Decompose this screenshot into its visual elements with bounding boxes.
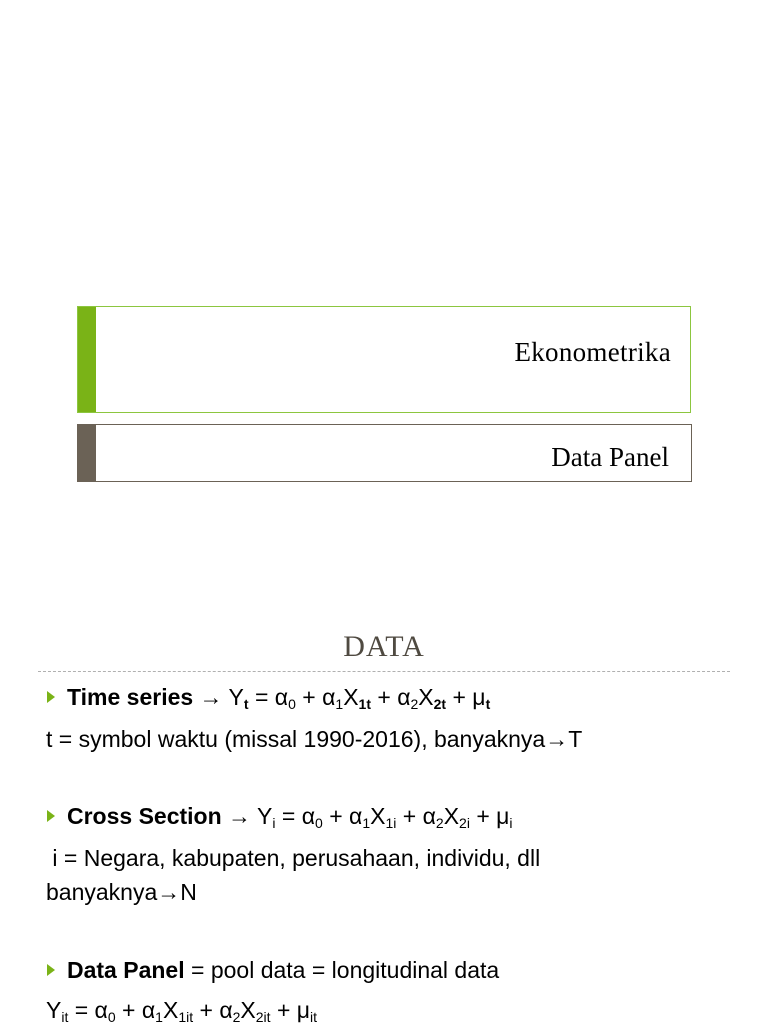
term-cross-section: Cross Section bbox=[67, 803, 222, 829]
formula-subscript: 1 bbox=[155, 1009, 163, 1025]
term-time-series: Time series bbox=[67, 684, 194, 710]
subtitle-accent-bar bbox=[78, 425, 96, 481]
formula-subscript: 2 bbox=[232, 1009, 241, 1025]
formula-subscript: it bbox=[61, 1009, 69, 1025]
formula-subscript: 2 bbox=[435, 815, 444, 831]
slide-heading: DATA bbox=[343, 630, 425, 663]
bullet-cross-section: Cross Section → $Y_i = \alpha_0 + \alpha_1X_{1i} + \alpha_2X_{2i} + \mu_i$ bbox=[47, 803, 513, 830]
formula-subscript: 0 bbox=[107, 1009, 116, 1025]
term-data-panel: Data Panel bbox=[67, 957, 185, 983]
formula-subscript: t bbox=[485, 696, 491, 712]
formula-subscript: 1t bbox=[358, 696, 371, 712]
title-box bbox=[77, 306, 691, 413]
heading-divider bbox=[38, 671, 730, 672]
bullet-data-panel bbox=[47, 957, 499, 984]
cross-section-note-2: banyaknya→N bbox=[46, 879, 197, 905]
title-accent-bar bbox=[78, 307, 96, 412]
formula-subscript: 1 bbox=[362, 815, 371, 831]
data-panel-definition: = pool data = longitudinal data bbox=[184, 957, 500, 983]
formula-subscript: 0 bbox=[315, 815, 323, 831]
formula-subscript: 2it bbox=[255, 1009, 271, 1025]
formula-subscript: i bbox=[509, 815, 513, 831]
formula-subscript: 2t bbox=[433, 696, 447, 712]
presentation-subtitle: Data Panel bbox=[551, 442, 669, 472]
formula-subscript: it bbox=[310, 1009, 318, 1025]
presentation-title: Ekonometrika bbox=[514, 337, 671, 367]
triangle-right-icon bbox=[47, 964, 55, 976]
formula-subscript: i bbox=[272, 815, 276, 831]
formula-subscript: 1i bbox=[385, 815, 397, 831]
cross-section-note-1: i = Negara, kabupaten, perusahaan, individu, dll bbox=[46, 845, 541, 871]
data-panel-formula: $Y_{it} = \alpha_0 + \alpha_1X_{1it} + \alpha_2X_{2it} + \mu_{it}$ bbox=[46, 997, 318, 1025]
formula-subscript: 2 bbox=[410, 696, 419, 712]
formula-subscript: 0 bbox=[288, 696, 296, 712]
triangle-right-icon bbox=[47, 691, 55, 703]
bullet-time-series: Time series → $Y_t = \alpha_0 + \alpha_1X_{1t} + \alpha_2X_{2t} + \mu_t$ bbox=[47, 684, 490, 711]
formula-subscript: 1 bbox=[335, 696, 344, 712]
formula-subscript: 1it bbox=[178, 1009, 194, 1025]
triangle-right-icon bbox=[47, 810, 55, 822]
formula-subscript: 2i bbox=[459, 815, 470, 831]
subtitle-box bbox=[77, 424, 692, 482]
time-series-note: t = symbol waktu (missal 1990-2016), banyaknya→T bbox=[46, 726, 583, 752]
formula-subscript: t bbox=[243, 696, 249, 712]
